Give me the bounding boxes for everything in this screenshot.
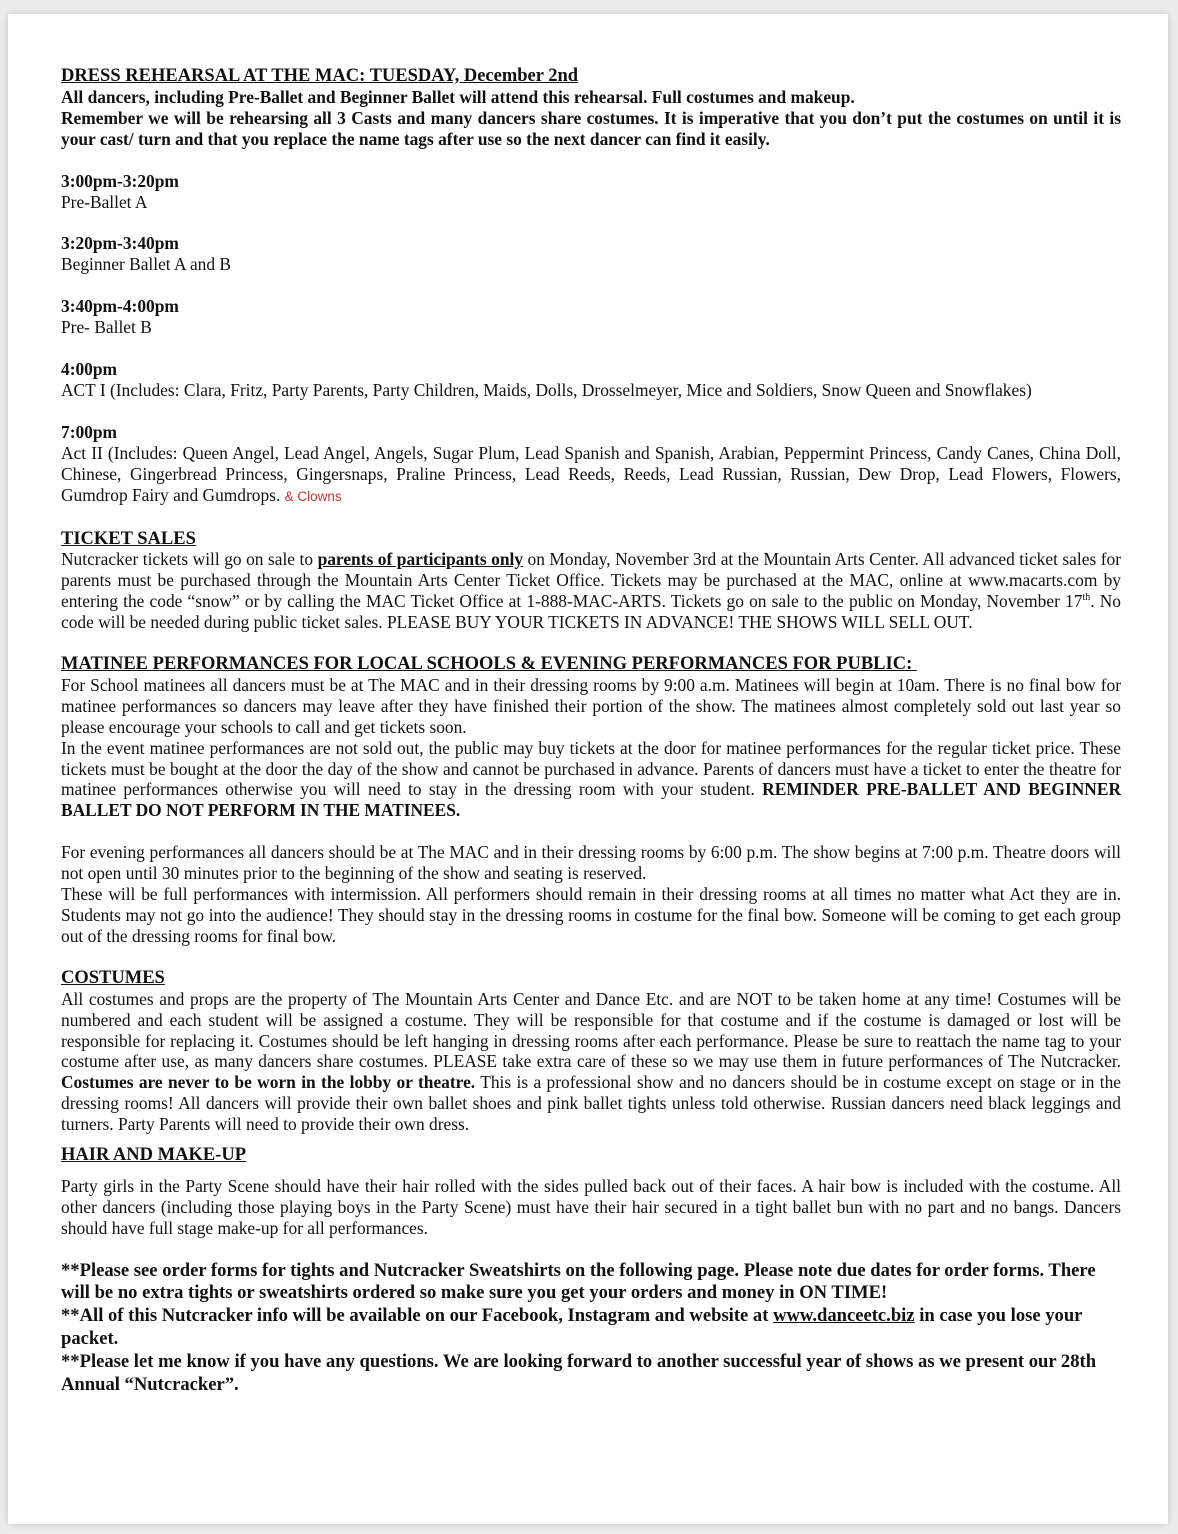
hair-makeup-heading: HAIR AND MAKE-UP (61, 1145, 246, 1166)
dress-rehearsal-intro-1: All dancers, including Pre-Ballet and Beginner Ballet will attend this rehearsal. Full costumes and makeup. (61, 86, 855, 107)
costumes-text-a: All costumes and props are the property of The Mountain Arts Center and Dance Etc. and are NOT to be taken home at any time! Costumes will be numbered and each student will be assigned a costume. They will be responsible for that costume and if the costume is damaged or lost will be responsible for replacing it. Costumes should be left hanging in dressing rooms after each performance. Please be sure to reattach the name tag to your costume after use, as many dancers share costumes. PLEASE take extra care of these so we may use them in future performances of The Nutcracker. (61, 988, 1121, 1072)
schedule-time: 3:40pm-4:00pm (61, 296, 179, 317)
ticket-sales-text (61, 549, 1121, 633)
schedule-time: 4:00pm (61, 359, 118, 380)
costumes-bold: Costumes are never to be worn in the lobby or theatre. (61, 1072, 476, 1093)
costumes-text (61, 989, 1121, 1135)
schedule-group-act-ii (61, 443, 1121, 508)
costumes-text-b: This is a professional show and no dancers should be in costume except on stage or in the dressing rooms! All dancers will provide their own ballet shoes and pink ballet tights unless told otherwise. Russian dancers need black leggings and turners. Party Parents will need to provide their own dress. (61, 1072, 1121, 1135)
document-page (8, 14, 1168, 1524)
footer-note-3: **Please let me know if you have any questions. We are looking forward to another successful year of shows as we present our 28th Annual “Nutcracker”. (61, 1350, 1097, 1395)
ticket-sales-emphasis: parents of participants only (317, 549, 524, 570)
ticket-sales-sup: th (1082, 592, 1091, 604)
schedule-time: 7:00pm (61, 421, 118, 442)
evening-paragraph-1: For evening performances all dancers should be at The MAC and in their dressing rooms by 6:00 p.m. The show begins at 7:00 p.m. Theatre doors will not open until 30 minutes prior to the beginning of the show and seating is reserved. (61, 842, 1121, 884)
website-link[interactable]: www.danceetc.biz (773, 1305, 915, 1327)
performances-heading: MATINEE PERFORMANCES FOR LOCAL SCHOOLS & EVENING PERFORMANCES FOR PUBLIC: (61, 654, 917, 675)
schedule-group: Pre- Ballet B (61, 317, 152, 338)
document-content (61, 66, 1121, 1396)
footer-note-2b: in case you lose your packet. (61, 1305, 1083, 1350)
schedule-group: Pre-Ballet A (61, 191, 148, 212)
matinee-paragraph-2-text: In the event matinee performances are not sold out, the public may buy tickets at the door for matinee performances for the regular ticket price. These tickets must be bought at the door the day of the show and cannot be purchased in advance. Parents of dancers must have a ticket to enter the theatre for matinee performances otherwise you will need to stay in the dressing room with your student. (61, 737, 1121, 800)
ticket-sales-text-c: . No code will be needed during public ticket sales. PLEASE BUY YOUR TICKETS IN ADVANCE! THE SHOWS WILL SELL OUT. (61, 591, 1121, 633)
footer-note-2a: **All of this Nutcracker info will be available on our Facebook, Instagram and website at (61, 1305, 774, 1327)
schedule-time: 3:00pm-3:20pm (61, 170, 179, 191)
hair-makeup-text: Party girls in the Party Scene should have their hair rolled with the sides pulled back out of their faces. A hair bow is included with the costume. All other dancers (including those playing boys in the Party Scene) must have their hair secured in a tight ballet bun with no part and no bangs. Dancers should have full stage make-up for all performances. (61, 1175, 1121, 1238)
schedule-time: 3:20pm-3:40pm (61, 233, 179, 254)
costumes-heading: COSTUMES (61, 967, 165, 988)
footer-note-1: **Please see order forms for tights and Nutcracker Sweatshirts on the following page. Please note due dates for order forms. There will be no extra tights or sweatshirts ordered so make sure you get your orders and money in ON TIME! (61, 1259, 1096, 1304)
ticket-sales-text-a: Nutcracker tickets will go on sale to (61, 549, 318, 570)
matinee-paragraph-2 (61, 738, 1121, 822)
ticket-sales-heading: TICKET SALES (61, 528, 196, 549)
evening-paragraph-2: These will be full performances with intermission. All performers should remain in their dressing rooms at all times no matter what Act they are in. Students may not go into the audience! They should stay in the dressing rooms in costume for the final bow. Someone will be coming to get each group out of the dressing rooms for final bow. (61, 884, 1121, 946)
dress-rehearsal-intro-2: Remember we will be rehearsing all 3 Casts and many dancers share costumes. It is imperative that you don’t put the costumes on until it is your cast/ turn and that you replace the name tags after use so the next dancer can find it easily. (61, 107, 1121, 149)
schedule-group: Beginner Ballet A and B (61, 254, 232, 275)
schedule-group: ACT I (Includes: Clara, Fritz, Party Parents, Party Children, Maids, Dolls, Drosselmeyer, Mice and Soldiers, Snow Queen and Snowflakes) (61, 379, 1032, 400)
schedule-group: Act II (Includes: Queen Angel, Lead Angel, Angels, Sugar Plum, Lead Spanish and Spanish, Arabian, Peppermint Princess, Candy Canes, China Doll, Chinese, Gingerbread Princess, Gingersnaps, Praline Princess, Lead Reeds, Reeds, Lead Russian, Russian, Dew Drop, Lead Flowers, Flowers, Gumdrop Fairy and Gumdrops. (61, 442, 1121, 505)
handwritten-note: & Clowns (284, 488, 342, 504)
dress-rehearsal-heading: DRESS REHEARSAL AT THE MAC: TUESDAY, December 2nd (61, 66, 579, 86)
matinee-reminder: REMINDER PRE-BALLET AND BEGINNER BALLET DO NOT PERFORM IN THE MATINEES. (61, 779, 1121, 821)
ticket-sales-text-b: on Monday, November 3rd at the Mountain Arts Center. All advanced ticket sales for parents must be purchased through the Mountain Arts Center Ticket Office. Tickets may be purchased at the MAC, online at www.macarts.com by entering the code “snow” or by calling the MAC Ticket Office at 1-888-MAC-ARTS. Tickets go on sale to the public on Monday, November 17 (61, 549, 1121, 612)
footer-note-2 (61, 1305, 1121, 1351)
matinee-paragraph-1: For School matinees all dancers must be at The MAC and in their dressing rooms by 9:00 a.m. Matinees will begin at 10am. There is no final bow for matinee performances so dancers may leave after they have finished their portion of the show. The matinees almost completely sold out last year so please encourage your schools to call and get tickets soon. (61, 674, 1121, 737)
